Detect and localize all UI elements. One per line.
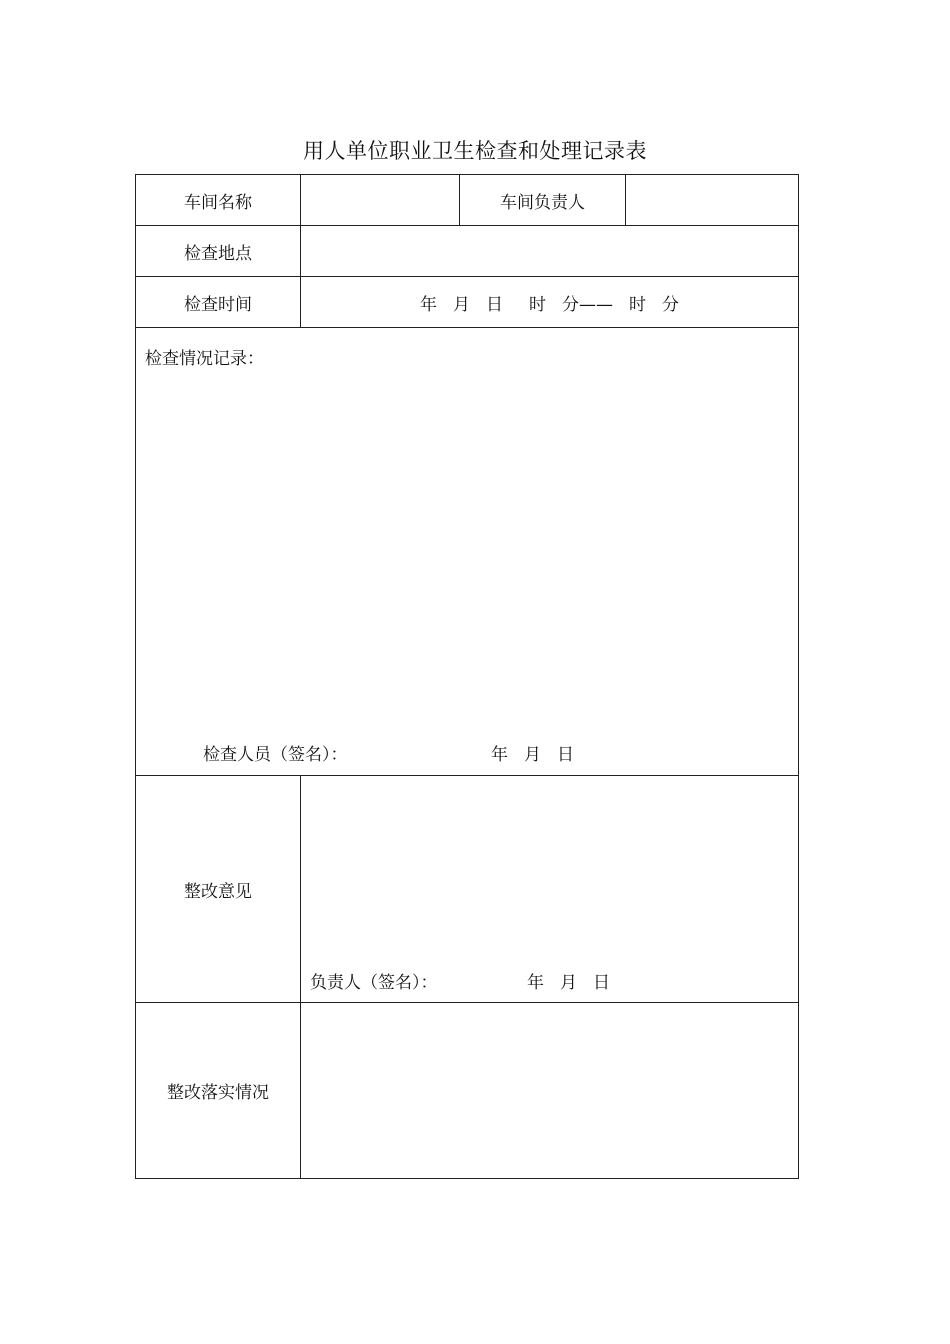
rectify-date-month: 月 (560, 973, 577, 993)
rectify-label: 整改意见 (136, 776, 301, 1003)
time-row (136, 277, 799, 328)
time-minute-end: 分 (662, 294, 679, 315)
time-hour-start: 时 (529, 294, 546, 315)
workshop-manager-label: 车间负责人 (460, 175, 626, 226)
time-hour-end: 时 (629, 294, 646, 315)
implement-row (136, 1003, 799, 1179)
location-label: 检查地点 (136, 226, 301, 277)
rectify-date-day: 日 (593, 973, 610, 993)
inspection-form-table (135, 174, 799, 1179)
time-day: 日 (486, 294, 503, 315)
workshop-manager-field[interactable] (626, 175, 799, 226)
location-row (136, 226, 799, 277)
rectify-date-year: 年 (527, 973, 544, 993)
record-date-day: 日 (557, 745, 574, 765)
workshop-row (136, 175, 799, 226)
time-label: 检查时间 (136, 277, 301, 328)
time-year: 年 (420, 294, 437, 315)
time-minute-start: 分—— (562, 294, 613, 315)
record-label: 检查情况记录： (145, 349, 264, 369)
inspector-sign-label: 检查人员（签名）： (203, 745, 348, 765)
rectify-row (136, 776, 799, 1003)
rectify-field[interactable] (301, 776, 799, 1003)
time-field[interactable] (301, 277, 799, 328)
workshop-name-field[interactable] (301, 175, 460, 226)
record-date (491, 740, 574, 765)
rectify-date (527, 968, 610, 993)
record-date-year: 年 (491, 745, 508, 765)
workshop-name-label: 车间名称 (136, 175, 301, 226)
record-date-month: 月 (524, 745, 541, 765)
time-month: 月 (453, 294, 470, 315)
implement-field[interactable] (301, 1003, 799, 1179)
manager-sign-label: 负责人（签名）： (310, 973, 438, 993)
record-field[interactable] (136, 328, 799, 776)
location-field[interactable] (301, 226, 799, 277)
implement-label: 整改落实情况 (136, 1003, 301, 1179)
record-row (136, 328, 799, 776)
form-title: 用人单位职业卫生检查和处理记录表 (303, 139, 647, 163)
